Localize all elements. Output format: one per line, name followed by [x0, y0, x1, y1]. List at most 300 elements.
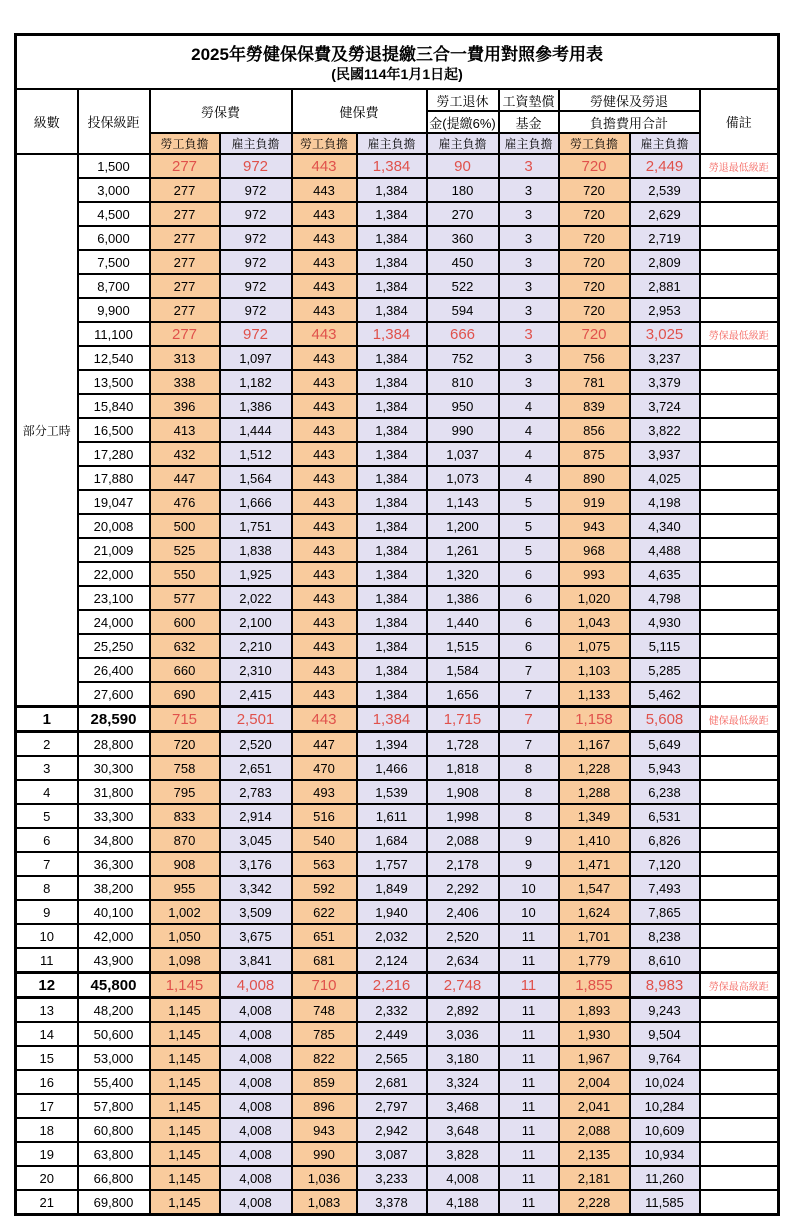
value-cell: 4,008: [220, 998, 292, 1023]
value-cell: 540: [292, 828, 357, 852]
value-cell: 1,083: [292, 1190, 357, 1215]
value-cell: 943: [559, 514, 630, 538]
value-cell: 785: [292, 1022, 357, 1046]
value-cell: 8,238: [630, 924, 700, 948]
value-cell: 859: [292, 1070, 357, 1094]
value-cell: 443: [292, 394, 357, 418]
value-cell: 720: [559, 154, 630, 178]
table-row: [16, 370, 779, 394]
value-cell: 1,386: [427, 586, 499, 610]
value-cell: 972: [220, 154, 292, 178]
bracket-cell: 15,840: [78, 394, 150, 418]
value-cell: 1,145: [150, 998, 220, 1023]
value-cell: 1,684: [357, 828, 427, 852]
value-cell: 1,103: [559, 658, 630, 682]
value-cell: 2,406: [427, 900, 499, 924]
value-cell: 443: [292, 466, 357, 490]
value-cell: 396: [150, 394, 220, 418]
value-cell: 8: [499, 804, 559, 828]
value-cell: 1,539: [357, 780, 427, 804]
value-cell: 990: [292, 1142, 357, 1166]
value-cell: 8: [499, 780, 559, 804]
value-cell: 3: [499, 178, 559, 202]
value-cell: 4,008: [220, 1022, 292, 1046]
value-cell: 3,468: [427, 1094, 499, 1118]
value-cell: 2,088: [559, 1118, 630, 1142]
value-cell: 11: [499, 1094, 559, 1118]
value-cell: 1,384: [357, 634, 427, 658]
bracket-cell: 33,300: [78, 804, 150, 828]
value-cell: 1,611: [357, 804, 427, 828]
bracket-cell: 53,000: [78, 1046, 150, 1070]
bracket-cell: 11,100: [78, 322, 150, 346]
bracket-cell: 8,700: [78, 274, 150, 298]
remark-cell: [700, 924, 779, 948]
value-cell: 1,908: [427, 780, 499, 804]
value-cell: 3,841: [220, 948, 292, 973]
value-cell: 7: [499, 658, 559, 682]
value-cell: 11,585: [630, 1190, 700, 1215]
bracket-cell: 20,008: [78, 514, 150, 538]
table-row: [16, 610, 779, 634]
value-cell: 1,002: [150, 900, 220, 924]
value-cell: 443: [292, 658, 357, 682]
value-cell: 277: [150, 226, 220, 250]
value-cell: 413: [150, 418, 220, 442]
value-cell: 3,828: [427, 1142, 499, 1166]
value-cell: 1,384: [357, 610, 427, 634]
table-row: [16, 274, 779, 298]
value-cell: 2,809: [630, 250, 700, 274]
table-row: [16, 1142, 779, 1166]
value-cell: 1,466: [357, 756, 427, 780]
subheader-total-employer: 雇主負擔: [630, 133, 700, 154]
grade-cell: 1: [16, 707, 78, 732]
grade-cell: 19: [16, 1142, 78, 1166]
bracket-cell: 38,200: [78, 876, 150, 900]
value-cell: 11: [499, 1118, 559, 1142]
value-cell: 1,145: [150, 1070, 220, 1094]
value-cell: 4,930: [630, 610, 700, 634]
grade-cell: 11: [16, 948, 78, 973]
value-cell: 1,384: [357, 346, 427, 370]
value-cell: 4,008: [220, 1094, 292, 1118]
header-total-line1: 勞健保及勞退: [559, 89, 700, 111]
value-cell: 1,564: [220, 466, 292, 490]
bracket-cell: 55,400: [78, 1070, 150, 1094]
value-cell: 1,855: [559, 973, 630, 998]
value-cell: 1,893: [559, 998, 630, 1023]
value-cell: 3,324: [427, 1070, 499, 1094]
value-cell: 11: [499, 973, 559, 998]
value-cell: 1,384: [357, 418, 427, 442]
header-grade: 級數: [16, 89, 78, 154]
value-cell: 277: [150, 250, 220, 274]
remark-cell: [700, 394, 779, 418]
subheader-health-employee: 勞工負擔: [292, 133, 357, 154]
value-cell: 516: [292, 804, 357, 828]
value-cell: 2,501: [220, 707, 292, 732]
value-cell: 10: [499, 900, 559, 924]
bracket-cell: 60,800: [78, 1118, 150, 1142]
table-row: [16, 876, 779, 900]
value-cell: 4,008: [220, 1142, 292, 1166]
grade-cell: 18: [16, 1118, 78, 1142]
value-cell: 6: [499, 562, 559, 586]
value-cell: 2,719: [630, 226, 700, 250]
value-cell: 2,178: [427, 852, 499, 876]
value-cell: 2,942: [357, 1118, 427, 1142]
value-cell: 476: [150, 490, 220, 514]
bracket-cell: 3,000: [78, 178, 150, 202]
value-cell: 720: [559, 178, 630, 202]
value-cell: 1,384: [357, 682, 427, 707]
value-cell: 3,045: [220, 828, 292, 852]
value-cell: 1,050: [150, 924, 220, 948]
table-row: [16, 998, 779, 1023]
table-row: [16, 1118, 779, 1142]
remark-cell: [700, 1022, 779, 1046]
value-cell: 681: [292, 948, 357, 973]
table-row: [16, 852, 779, 876]
value-cell: 6: [499, 586, 559, 610]
value-cell: 993: [559, 562, 630, 586]
value-cell: 3,233: [357, 1166, 427, 1190]
value-cell: 1,384: [357, 538, 427, 562]
value-cell: 950: [427, 394, 499, 418]
bracket-cell: 34,800: [78, 828, 150, 852]
value-cell: 493: [292, 780, 357, 804]
value-cell: 2,310: [220, 658, 292, 682]
value-cell: 2,449: [357, 1022, 427, 1046]
value-cell: 3,025: [630, 322, 700, 346]
value-cell: 277: [150, 178, 220, 202]
value-cell: 908: [150, 852, 220, 876]
value-cell: 443: [292, 370, 357, 394]
value-cell: 1,779: [559, 948, 630, 973]
value-cell: 3: [499, 370, 559, 394]
remark-cell: [700, 998, 779, 1023]
bracket-cell: 48,200: [78, 998, 150, 1023]
value-cell: 11,260: [630, 1166, 700, 1190]
value-cell: 450: [427, 250, 499, 274]
value-cell: 1,386: [220, 394, 292, 418]
value-cell: 11: [499, 1046, 559, 1070]
bracket-cell: 28,590: [78, 707, 150, 732]
remark-cell: [700, 732, 779, 757]
value-cell: 1,384: [357, 394, 427, 418]
value-cell: 443: [292, 490, 357, 514]
table-row: [16, 514, 779, 538]
value-cell: 2,565: [357, 1046, 427, 1070]
table-row: [16, 226, 779, 250]
value-cell: 313: [150, 346, 220, 370]
value-cell: 470: [292, 756, 357, 780]
remark-cell: [700, 900, 779, 924]
grade-cell: 8: [16, 876, 78, 900]
table-row: [16, 634, 779, 658]
value-cell: 8: [499, 756, 559, 780]
value-cell: 1,043: [559, 610, 630, 634]
bracket-cell: 7,500: [78, 250, 150, 274]
value-cell: 1,384: [357, 154, 427, 178]
value-cell: 968: [559, 538, 630, 562]
value-cell: 1,394: [357, 732, 427, 757]
table-row: [16, 1022, 779, 1046]
remark-cell: [700, 178, 779, 202]
remark-cell: [700, 1046, 779, 1070]
value-cell: 11: [499, 948, 559, 973]
value-cell: 443: [292, 514, 357, 538]
grade-cell: 4: [16, 780, 78, 804]
value-cell: 622: [292, 900, 357, 924]
value-cell: 2,520: [427, 924, 499, 948]
value-cell: 9: [499, 828, 559, 852]
value-cell: 833: [150, 804, 220, 828]
value-cell: 720: [559, 274, 630, 298]
remark-cell: [700, 250, 779, 274]
grade-cell: 9: [16, 900, 78, 924]
value-cell: 1,037: [427, 442, 499, 466]
value-cell: 1,261: [427, 538, 499, 562]
value-cell: 2,415: [220, 682, 292, 707]
value-cell: 11: [499, 1070, 559, 1094]
grade-cell: 3: [16, 756, 78, 780]
value-cell: 2,634: [427, 948, 499, 973]
value-cell: 1,036: [292, 1166, 357, 1190]
value-cell: 2,135: [559, 1142, 630, 1166]
value-cell: 90: [427, 154, 499, 178]
value-cell: 1,384: [357, 514, 427, 538]
value-cell: 1,515: [427, 634, 499, 658]
table-row: [16, 682, 779, 707]
value-cell: 752: [427, 346, 499, 370]
bracket-cell: 31,800: [78, 780, 150, 804]
value-cell: 955: [150, 876, 220, 900]
bracket-cell: 69,800: [78, 1190, 150, 1215]
value-cell: 1,384: [357, 322, 427, 346]
value-cell: 5,608: [630, 707, 700, 732]
value-cell: 6,826: [630, 828, 700, 852]
table-row: [16, 707, 779, 732]
grade-cell: 17: [16, 1094, 78, 1118]
value-cell: 443: [292, 274, 357, 298]
value-cell: 4,798: [630, 586, 700, 610]
remark-cell: [700, 442, 779, 466]
value-cell: 2,681: [357, 1070, 427, 1094]
table-row: [16, 586, 779, 610]
header-remark: 備註: [700, 89, 779, 154]
value-cell: 810: [427, 370, 499, 394]
bracket-cell: 25,250: [78, 634, 150, 658]
bracket-cell: 19,047: [78, 490, 150, 514]
remark-cell: [700, 418, 779, 442]
value-cell: 1,444: [220, 418, 292, 442]
remark-cell: [700, 298, 779, 322]
value-cell: 447: [150, 466, 220, 490]
value-cell: 277: [150, 154, 220, 178]
value-cell: 972: [220, 322, 292, 346]
value-cell: 3,378: [357, 1190, 427, 1215]
value-cell: 715: [150, 707, 220, 732]
value-cell: 443: [292, 298, 357, 322]
grade-cell: 12: [16, 973, 78, 998]
value-cell: 1,384: [357, 707, 427, 732]
grade-cell: 2: [16, 732, 78, 757]
value-cell: 3,937: [630, 442, 700, 466]
value-cell: 2,124: [357, 948, 427, 973]
subheader-pension-employer: 雇主負擔: [427, 133, 499, 154]
header-bracket: 投保級距: [78, 89, 150, 154]
value-cell: 522: [427, 274, 499, 298]
value-cell: 4,008: [220, 1166, 292, 1190]
remark-cell: [700, 634, 779, 658]
value-cell: 1,384: [357, 490, 427, 514]
premium-table: [14, 33, 780, 1216]
header-health-insurance: 健保費: [292, 89, 427, 133]
header-wage-fund-line2: 基金: [499, 111, 559, 133]
grade-cell: 13: [16, 998, 78, 1023]
value-cell: 1,020: [559, 586, 630, 610]
value-cell: 972: [220, 202, 292, 226]
value-cell: 781: [559, 370, 630, 394]
bracket-cell: 17,880: [78, 466, 150, 490]
value-cell: 3,648: [427, 1118, 499, 1142]
value-cell: 3: [499, 154, 559, 178]
value-cell: 1,133: [559, 682, 630, 707]
value-cell: 2,032: [357, 924, 427, 948]
value-cell: 1,098: [150, 948, 220, 973]
remark-cell: [700, 274, 779, 298]
value-cell: 277: [150, 298, 220, 322]
value-cell: 972: [220, 298, 292, 322]
table-row: [16, 1070, 779, 1094]
value-cell: 5,943: [630, 756, 700, 780]
value-cell: 3,379: [630, 370, 700, 394]
value-cell: 3: [499, 202, 559, 226]
remark-cell: [700, 756, 779, 780]
remark-cell: [700, 852, 779, 876]
value-cell: 11: [499, 1190, 559, 1215]
page-subtitle: (民國114年1月1日起): [331, 66, 463, 83]
remark-cell: 勞保最高級距: [700, 973, 779, 998]
value-cell: 1,228: [559, 756, 630, 780]
value-cell: 1,097: [220, 346, 292, 370]
value-cell: 5,115: [630, 634, 700, 658]
value-cell: 10,934: [630, 1142, 700, 1166]
value-cell: 1,728: [427, 732, 499, 757]
value-cell: 896: [292, 1094, 357, 1118]
grade-cell: 16: [16, 1070, 78, 1094]
bracket-cell: 21,009: [78, 538, 150, 562]
value-cell: 500: [150, 514, 220, 538]
bracket-cell: 57,800: [78, 1094, 150, 1118]
value-cell: 3,509: [220, 900, 292, 924]
value-cell: 4,188: [427, 1190, 499, 1215]
value-cell: 1,925: [220, 562, 292, 586]
bracket-cell: 27,600: [78, 682, 150, 707]
value-cell: 2,748: [427, 973, 499, 998]
value-cell: 443: [292, 322, 357, 346]
subheader-labor-employee: 勞工負擔: [150, 133, 220, 154]
value-cell: 1,143: [427, 490, 499, 514]
value-cell: 4: [499, 394, 559, 418]
remark-cell: [700, 1118, 779, 1142]
bracket-cell: 23,100: [78, 586, 150, 610]
bracket-cell: 28,800: [78, 732, 150, 757]
value-cell: 822: [292, 1046, 357, 1070]
remark-cell: [700, 828, 779, 852]
value-cell: 720: [559, 322, 630, 346]
remark-cell: [700, 1094, 779, 1118]
table-row: [16, 490, 779, 514]
value-cell: 1,167: [559, 732, 630, 757]
value-cell: 2,100: [220, 610, 292, 634]
value-cell: 1,145: [150, 973, 220, 998]
value-cell: 443: [292, 610, 357, 634]
value-cell: 2,892: [427, 998, 499, 1023]
value-cell: 1,751: [220, 514, 292, 538]
header-labor-insurance: 勞保費: [150, 89, 292, 133]
value-cell: 3: [499, 298, 559, 322]
value-cell: 2,228: [559, 1190, 630, 1215]
remark-cell: [700, 466, 779, 490]
value-cell: 277: [150, 202, 220, 226]
value-cell: 1,145: [150, 1166, 220, 1190]
value-cell: 2,449: [630, 154, 700, 178]
value-cell: 4,008: [220, 1070, 292, 1094]
value-cell: 3,087: [357, 1142, 427, 1166]
value-cell: 443: [292, 250, 357, 274]
table-row: [16, 804, 779, 828]
value-cell: 3: [499, 226, 559, 250]
bracket-cell: 30,300: [78, 756, 150, 780]
value-cell: 577: [150, 586, 220, 610]
value-cell: 690: [150, 682, 220, 707]
value-cell: 443: [292, 586, 357, 610]
remark-cell: [700, 658, 779, 682]
value-cell: 1,145: [150, 1094, 220, 1118]
value-cell: 2,629: [630, 202, 700, 226]
value-cell: 6: [499, 610, 559, 634]
value-cell: 443: [292, 538, 357, 562]
value-cell: 7: [499, 732, 559, 757]
value-cell: 1,715: [427, 707, 499, 732]
value-cell: 1,410: [559, 828, 630, 852]
value-cell: 890: [559, 466, 630, 490]
value-cell: 1,930: [559, 1022, 630, 1046]
value-cell: 1,384: [357, 466, 427, 490]
bracket-cell: 1,500: [78, 154, 150, 178]
value-cell: 443: [292, 442, 357, 466]
remark-cell: [700, 1070, 779, 1094]
bracket-cell: 36,300: [78, 852, 150, 876]
value-cell: 1,384: [357, 202, 427, 226]
value-cell: 3: [499, 274, 559, 298]
value-cell: 11: [499, 1142, 559, 1166]
subheader-health-employer: 雇主負擔: [357, 133, 427, 154]
subheader-wage-fund-employer: 雇主負擔: [499, 133, 559, 154]
table-row: [16, 948, 779, 973]
table-row: [16, 178, 779, 202]
value-cell: 443: [292, 154, 357, 178]
value-cell: 1,701: [559, 924, 630, 948]
value-cell: 1,145: [150, 1142, 220, 1166]
table-row: [16, 973, 779, 998]
value-cell: 2,651: [220, 756, 292, 780]
remark-cell: [700, 876, 779, 900]
value-cell: 1,967: [559, 1046, 630, 1070]
